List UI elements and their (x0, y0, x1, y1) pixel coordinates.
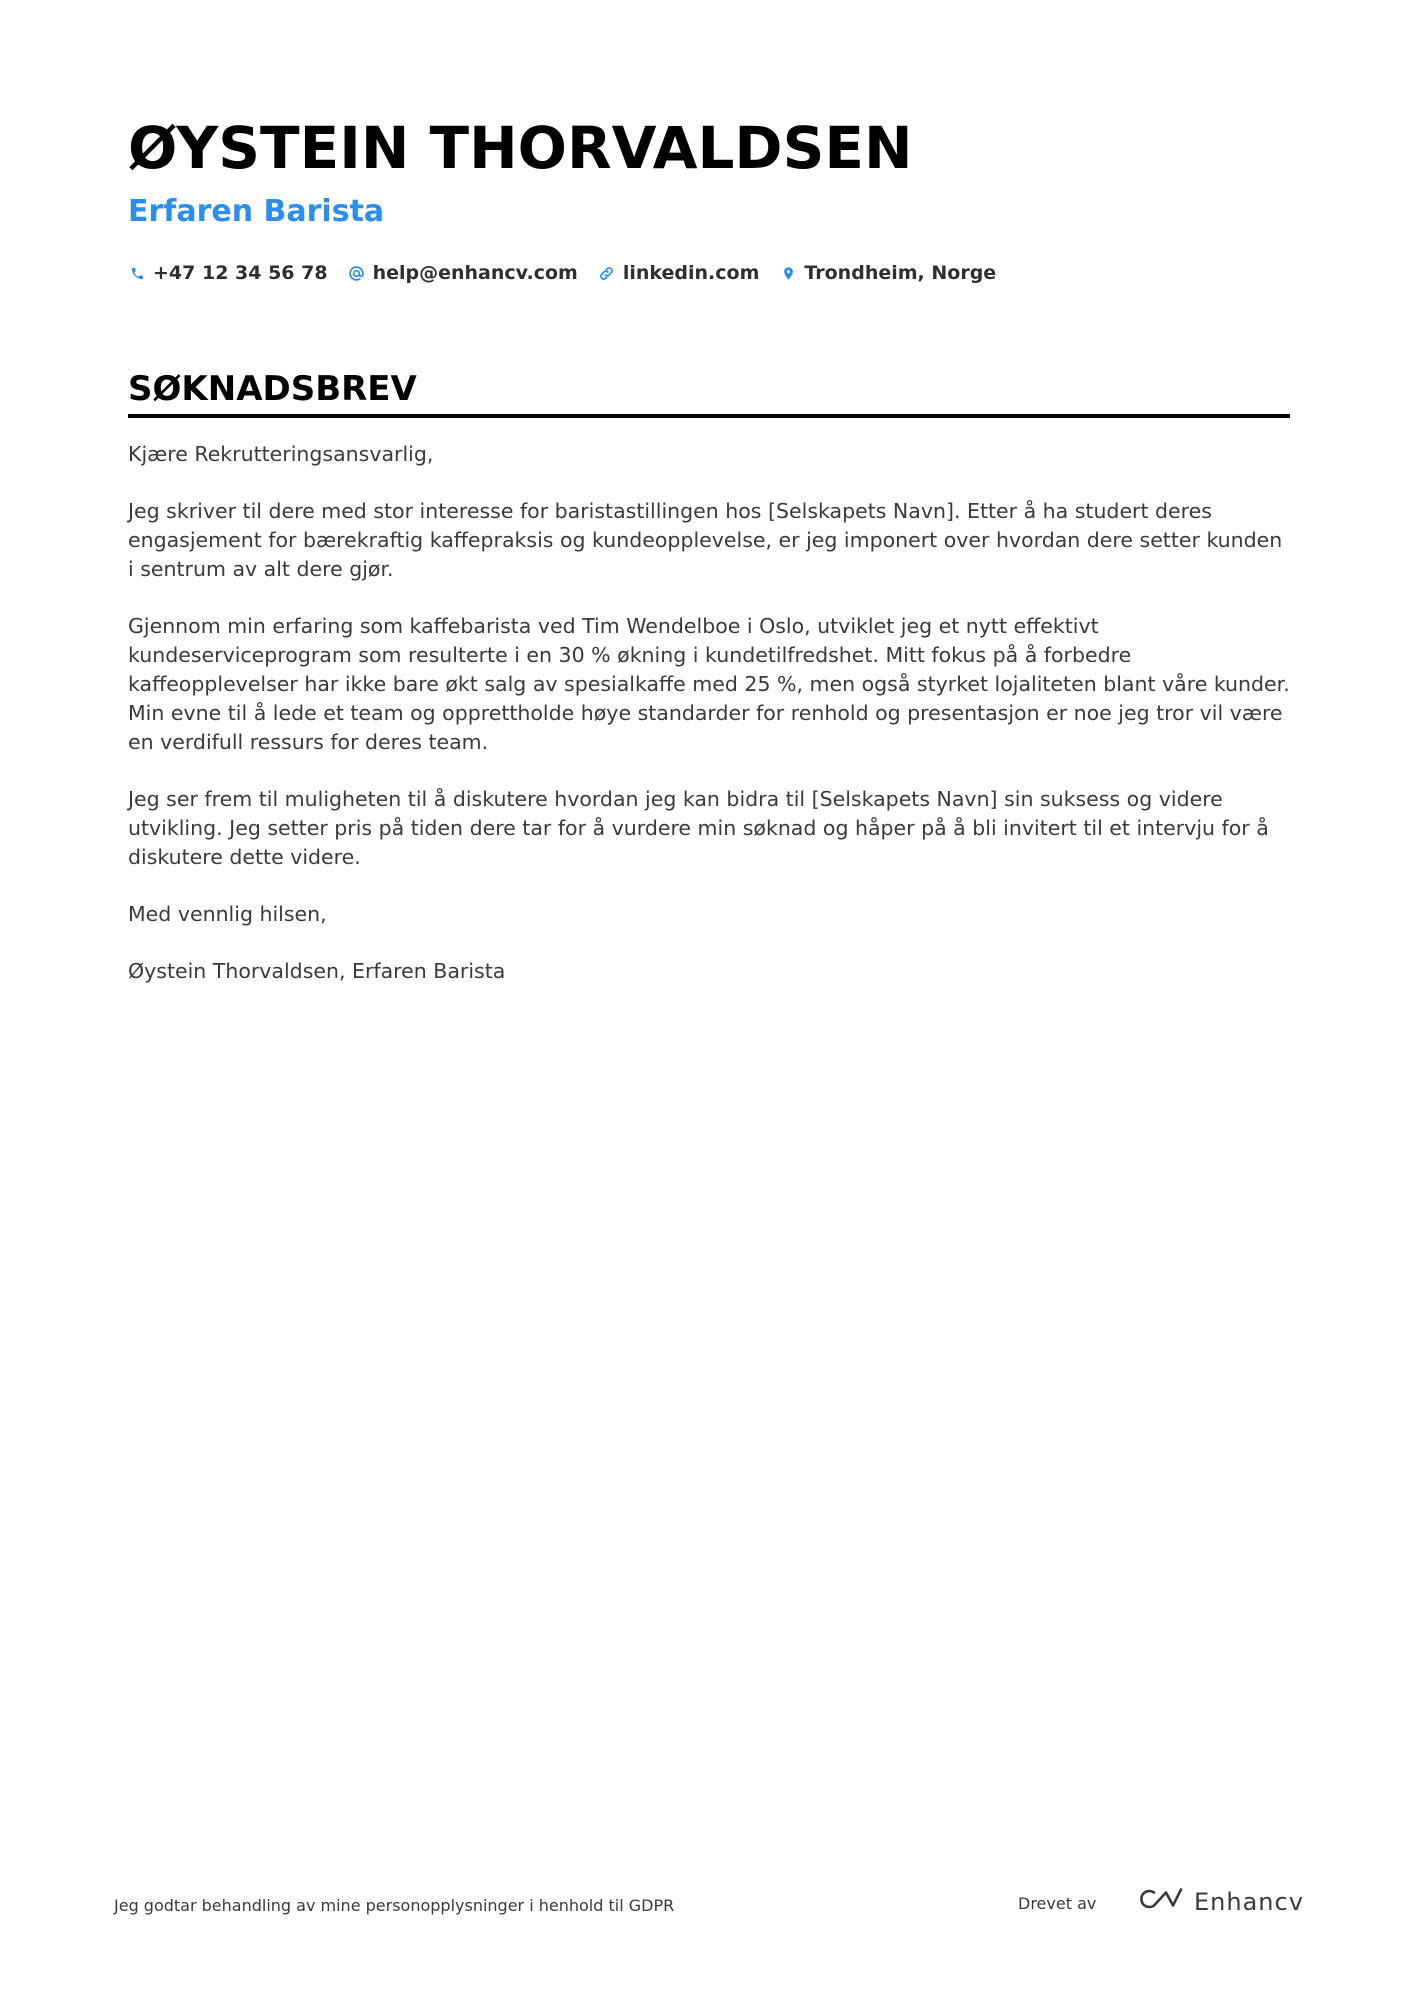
closing: Med vennlig hilsen, (128, 902, 327, 926)
linkedin-link[interactable]: linkedin.com (622, 262, 760, 284)
powered-by-label: Drevet av (1018, 1894, 1097, 1913)
salutation: Kjære Rekrutteringsansvarlig, (128, 442, 434, 466)
footer (114, 1880, 1304, 1930)
brand-logo[interactable] (1138, 1886, 1304, 1917)
gdpr-consent-text: Jeg godtar behandling av mine personopplysninger i henhold til GDPR (114, 1896, 675, 1915)
contact-phone (128, 262, 328, 284)
at-icon (348, 264, 366, 282)
phone-icon (128, 264, 146, 282)
enhancv-logo-icon (1138, 1886, 1184, 1917)
phone-number: +47 12 34 56 78 (153, 262, 328, 284)
letter-paragraph: Gjennom min erfaring som kaffebarista ved Tim Wendelboe i Oslo, utviklet jeg et nytt effektivt kundeserviceprogram som resulterte i en 30 % økning i kundetilfredshet. Mitt fokus på å forbedre kaffeopplevelser har ikke bare økt salg av spesialkaffe med 25 %, men også styrket lojaliteten blant våre kunder. Min evne til å lede et team og opprettholde høye standarder for renhold og presentasjon er noe jeg tror vil være en verdifull ressurs for deres team. (128, 614, 1290, 754)
link-icon (598, 264, 616, 282)
letter-body (128, 440, 1290, 986)
contact-email[interactable] (348, 262, 578, 284)
signature: Øystein Thorvaldsen, Erfaren Barista (128, 959, 506, 983)
email-address[interactable]: help@enhancv.com (372, 262, 578, 284)
letter-paragraph: Jeg ser frem til muligheten til å diskutere hvordan jeg kan bidra til [Selskapets Navn] sin suksess og videre utvikling. Jeg setter pris på tiden dere tar for å vurdere min søknad og håper på å bli invitert til et intervju for å diskutere dette videre. (128, 787, 1269, 869)
candidate-name: ØYSTEIN THORVALDSEN (128, 114, 913, 182)
contact-row (128, 262, 1288, 284)
location-text: Trondheim, Norge (804, 262, 997, 284)
contact-linkedin[interactable] (598, 262, 760, 284)
location-pin-icon (779, 264, 797, 282)
letter-paragraph: Jeg skriver til dere med stor interesse for baristastillingen hos [Selskapets Navn]. Etter å ha studert deres engasjement for bærekraftig kaffepraksis og kundeopplevelse, er jeg imponert over hvordan dere setter kunden i sentrum av alt dere gjør. (128, 499, 1283, 581)
job-title: Erfaren Barista (128, 194, 385, 229)
section-divider (128, 414, 1290, 418)
cover-letter-section (128, 366, 1290, 1014)
brand-name: Enhancv (1194, 1887, 1304, 1916)
contact-location (779, 262, 996, 284)
header (128, 108, 1288, 284)
section-title: SØKNADSBREV (128, 369, 417, 409)
